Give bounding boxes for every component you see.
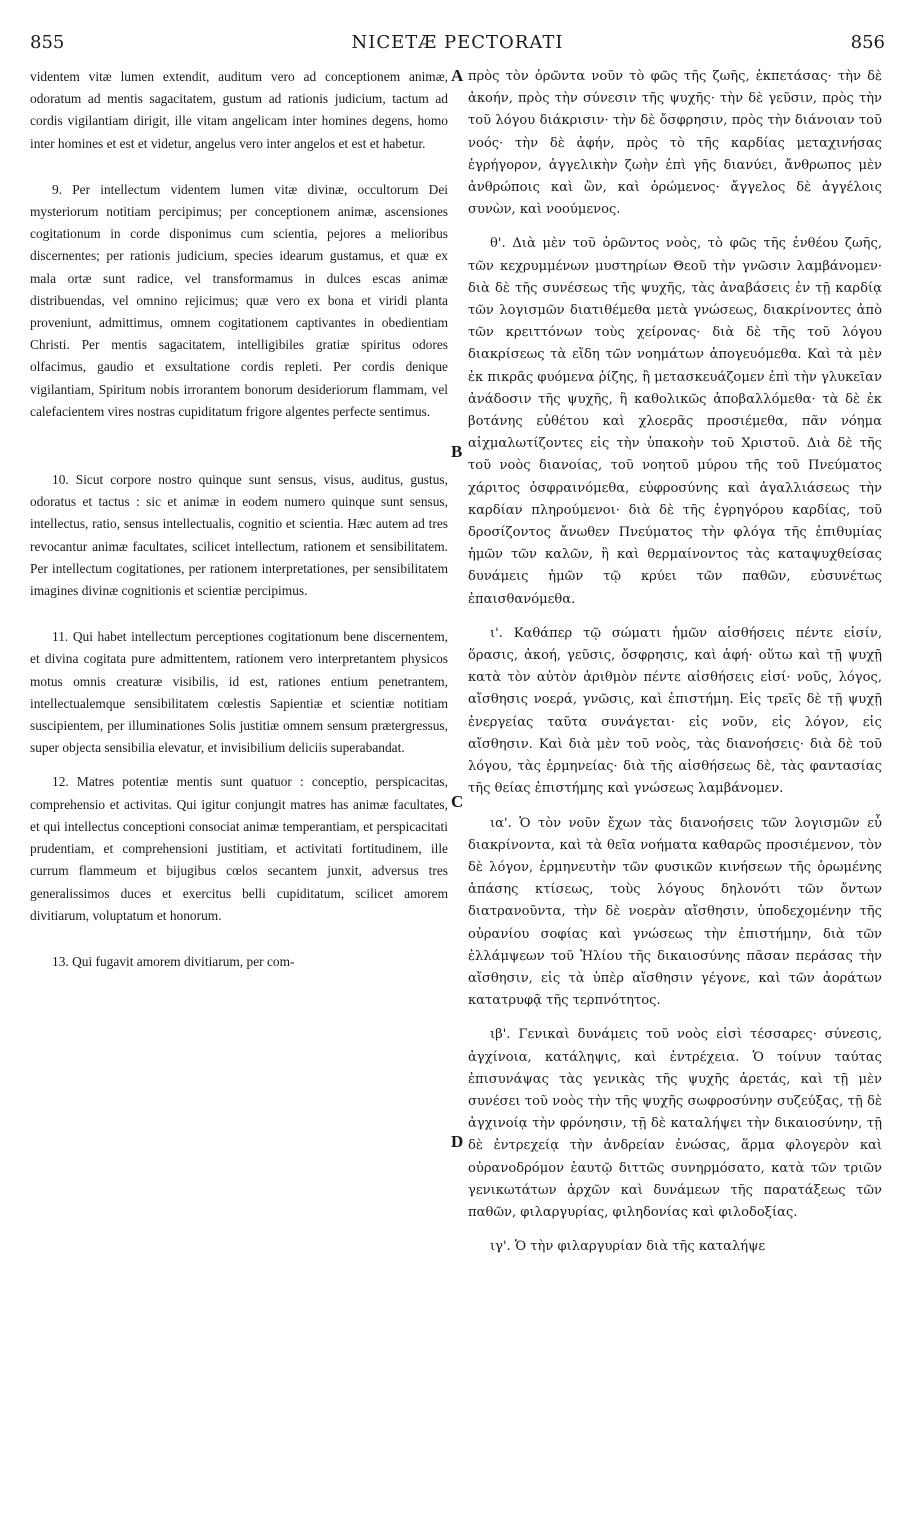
page-header [30,30,885,58]
greek-paragraph-12: ιβ'. Γενικαὶ δυνάμεις τοῦ νοὸς εἰσὶ τέσσαρες· σύνεσις, ἀγχίνοια, κατάληψις, καὶ ἐντρέχεια. Ὁ τοίνυν ταύτας ἐπισυνάψας τὰς γενικὰς τῆς ψυχῆς ἀρετάς, καὶ τῇ μὲν συνέσει τοῦ νοὸς τὴν τῆς ψυχῆς σωφροσύνην συζεύξας, τῇ δὲ ἀγχινοίᾳ τὴν φρόνησιν, τῇ δὲ καταλήψει τὴν δικαιοσύνην, τῇ δὲ ἐντρεχείᾳ τὴν ἀνδρείαν ἑνώσας, ἅρμα φλογερὸν καὶ οὐρανοδρόμον ἑαυτῷ διττῶς συνηρμόσατο, κατὰ τῶν τριῶν γενικωτάτων ἀρχῶν καὶ δυνάμεων τῆς παρατάξεως τῶν παθῶν, φιλαργυρίας, φιληδονίας καὶ φιλοδοξίας. [468,1027,882,1220]
greek-paragraph-11: ια'. Ὁ τὸν νοῦν ἔχων τὰς διανοήσεις τῶν λογισμῶν εὖ διακρίνοντα, καὶ τὰ θεῖα νοήματα καθαρῶς προσιέμενον, τὸν δὲ λόγον, ἑρμηνευτὴν τῶν φυσικῶν κινήσεων τῆς ὁρωμένης ἁπάσης κτίσεως, τοὺς λόγους δηλονότι τῶν ὄντων διατρανοῦντα, τὴν δὲ νοερὰν αἴσθησιν, ὑποδεχομένην τῆς οὐρανίου σοφίας καὶ γνώσεως τὴν ἐπιστήμην, διὰ τῶν ἐλλάμψεων τοῦ Ἡλίου τῆς δικαιοσύνης πᾶσαν περάσας τὴν αἴσθησιν, εἰς τὰ ὑπὲρ αἴσθησιν γέγονε, καὶ τῶν ἀοράτων κατατρυφᾷ τῆς τερπνότητος. [468,815,882,1009]
page-number-right: 856 [850,32,885,53]
latin-paragraph-11: 11. Qui habet intellectum perceptiones cogitationum bene discernentem, et divina cogitata pure admittentem, rationem vero interpretantem physicos motus omnis creaturæ visibilis, id est, rationes entium penetrantem, intellectualemque sensibilitatem cœlestis Sapientiæ et scientiæ notitiam suscipientem, per illuminationes Solis justitiæ omnem sensum prætergressus, super objecta sensibilia elevatur, et invisibilium deliciis superabandat. [30,629,448,756]
margin-marker-b: B [451,442,463,461]
page-number-left: 855 [30,32,65,53]
latin-paragraph-continued: videntem vitæ lumen extendit, auditum vero ad conceptionem animæ, odoratum ad mentis sagacitatem, gustum ad rationis judicium, tactum ad cordis vigilantiam dirigit, ille vitam angelicam inter homines degens, homo inter homines et est et videtur, angelus vero inter angelos et est et habetur. [30,69,448,151]
margin-marker-d: D [451,1132,464,1151]
greek-column [468,66,882,1258]
greek-paragraph-13: ιγ'. Ὁ τὴν φιλαργυρίαν διὰ τῆς καταλήψε [490,1239,766,1255]
greek-paragraph-9: θ'. Διὰ μὲν τοῦ ὁρῶντος νοὸς, τὸ φῶς τῆς ἐνθέου ζωῆς, τῶν κεχρυμμένων μυστηρίων Θεοῦ τὴν γνῶσιν λαμβάνομεν· διὰ δὲ τῆς συνέσεως τῆς ψυχῆς, τὰς ἀναβάσεις ἐν τῇ καρδίᾳ τῶν λογισμῶν διατιθέμεθα μετὰ γνώσεως, διακρίνοντες ἀπὸ τῶν κρειττόνων τοὺς χείρονας· διὰ δὲ τῆς τοῦ λόγου διακρίσεως τὰ εἴδη τῶν νοημάτων ἀπογευόμεθα. Καὶ τὰ μὲν ἐκ πικρᾶς φυόμενα ῥίζης, ἢ μετασκευάζομεν ἐπὶ τὴν γλυκεῖαν ἀνάδοσιν τῆς ψυχῆς, ἢ καθολικῶς ἀποβαλλόμεθα· τὰ δὲ ἐκ βοτάνης εὐθέτου καὶ χλοερᾶς προσιέμεθα, πᾶν νόημα αἰχμαλωτίζοντες εἰς τὴν ὑπακοὴν τοῦ Χριστοῦ. Διὰ δὲ τῆς τοῦ νοὸς διανοίας, τοῦ νοητοῦ μύρου τῆς τοῦ Πνεύματος χάριτος ὀσφραινόμεθα, εὐφροσύνης καὶ ἀγαλλιάσεως τὴν καρδίαν πληρούμενοι· διὰ δὲ τῆς ἐγρηγόρου καρδίας, τοῦ δροσίζοντος ἄνωθεν Πνεύματος τὴν φλόγα τῆς ἐπιθυμίας ἡμῶν τῶν καλῶν, ἢ καὶ θερμαίνοντος τὰς καταψυχθείσας δυνάμεις ἡμῶν τῷ κρύει τῶν παθῶν, εὐσυνέτως ἐπαισθανόμεθα. [468,236,882,607]
latin-column [30,66,448,973]
latin-paragraph-9: 9. Per intellectum videntem lumen vitæ divinæ, occultorum Dei mysteriorum notitiam percipimus; per conceptionem animæ, ascensiones cogitationum in corde disponimus cum scientia, pejores a melioribus discernentes; per rationis judicium, species idearum gustamus, et quæ ex mala ortæ sunt radice, vel transformamus in dulces escas animæ distribuendas, vel omnino rejicimus; quæ vero ex bona et viridi planta proveniunt, admittimus, omnem cogitationem captivantes in obedientiam Christi. Per mentis sagacitatem, intelligibiles gratiæ spiritus odores olfacimus, gaudio et exsultatione cordis repleti. Per cordis denique vigilantiam, Spiritum nobis irrorantem bonorum desideriorum flammam, vel calefacientem vires nostras cupiditatum frigore algentes perfecte sentimus. [30,181,448,419]
greek-paragraph-10: ι'. Καθάπερ τῷ σώματι ἡμῶν αἰσθήσεις πέντε εἰσίν, ὅρασις, ἀκοή, γεῦσις, ὄσφρησις, καὶ ἁφή· οὕτω καὶ τῇ ψυχῇ κατὰ τὸν αὐτὸν ἀριθμὸν πέντε αἰσθήσεις εἰσί· νοῦς, λόγος, αἴσθησις νοερά, γνῶσις, καὶ ἐπιστήμη. Εἰς τρεῖς δὲ τῇ ψυχῇ ἐνεργείας ταῦτα συνάγεται· εἰς νοῦν, εἰς λόγον, εἰς αἴσθησιν. Καὶ διὰ μὲν τοῦ νοὸς, τὰς διανοήσεις· διὰ δὲ τοῦ λόγου, τὰς ἑρμηνείας· διὰ τῆς αἰσθήσεως δὲ, τὰς φαντασίας τῆς θείας ἐπιστήμης καὶ γνώσεως λαμβάνομεν. [468,625,882,797]
latin-paragraph-10: 10. Sicut corpore nostro quinque sunt sensus, visus, auditus, gustus, odoratus et tactus : sic et animæ in eodem numero quinque sunt sensus, intellectus, ratio, sensus intellectualis, cognitio et scientia. Hæc autem ad tres revocantur animæ facultates, scilicet intellectum, rationem et sensibilitatem. Per intellectum cogitationes, per rationem interpretationes, per sensibilitatem imagines divinæ cognitionis et scientiæ percipimus. [30,472,448,599]
running-title: NICETÆ PECTORATI [351,32,564,53]
margin-marker-a: A [451,66,464,85]
margin-marker-c: C [451,792,464,811]
latin-paragraph-12: 12. Matres potentiæ mentis sunt quatuor : conceptio, perspicacitas, comprehensio et activitas. Qui igitur conjungit matres has animæ facultates, et qui intellectus conceptioni consociat animæ temperantiam, et perspicacitati prudentiam, et comprehensioni justitiam, et activitati fortitudinem, ille currum flammeum et bijugibus cœlos secantem junxit, adversus tres generalissimos duces et exercitus belli cupiditatum, scilicet amorem divitiarum, voluptatum et honorum. [30,774,448,923]
greek-paragraph-continued: πρὸς τὸν ὁρῶντα νοῦν τὸ φῶς τῆς ζωῆς, ἐκπετάσας· τὴν δὲ ἀκοήν, πρὸς τὴν σύνεσιν τῆς ψυχῆς· τὴν δὲ γεῦσιν, πρὸς τὴν τοῦ λόγου διάκρισιν· τὴν δὲ ὄσφρησιν, πρὸς τὴν διάνοιαν τοῦ νοός· τὴν δὲ ἀφήν, πρὸς τὸ τῆς καρδίας μεταχινήσας ἐγρήγορον, ἀγγελικὴν ζωὴν ἐπὶ γῆς διανύει, ἄνθρωπος μὲν ἀνθρώποις καὶ ὢν, καὶ ὁρώμενος· ἄγγελος δὲ ἀγγέλοις συνὼν, καὶ νοούμενος. [468,69,882,218]
latin-paragraph-13: 13. Qui fugavit amorem divitiarum, per com- [52,953,295,969]
